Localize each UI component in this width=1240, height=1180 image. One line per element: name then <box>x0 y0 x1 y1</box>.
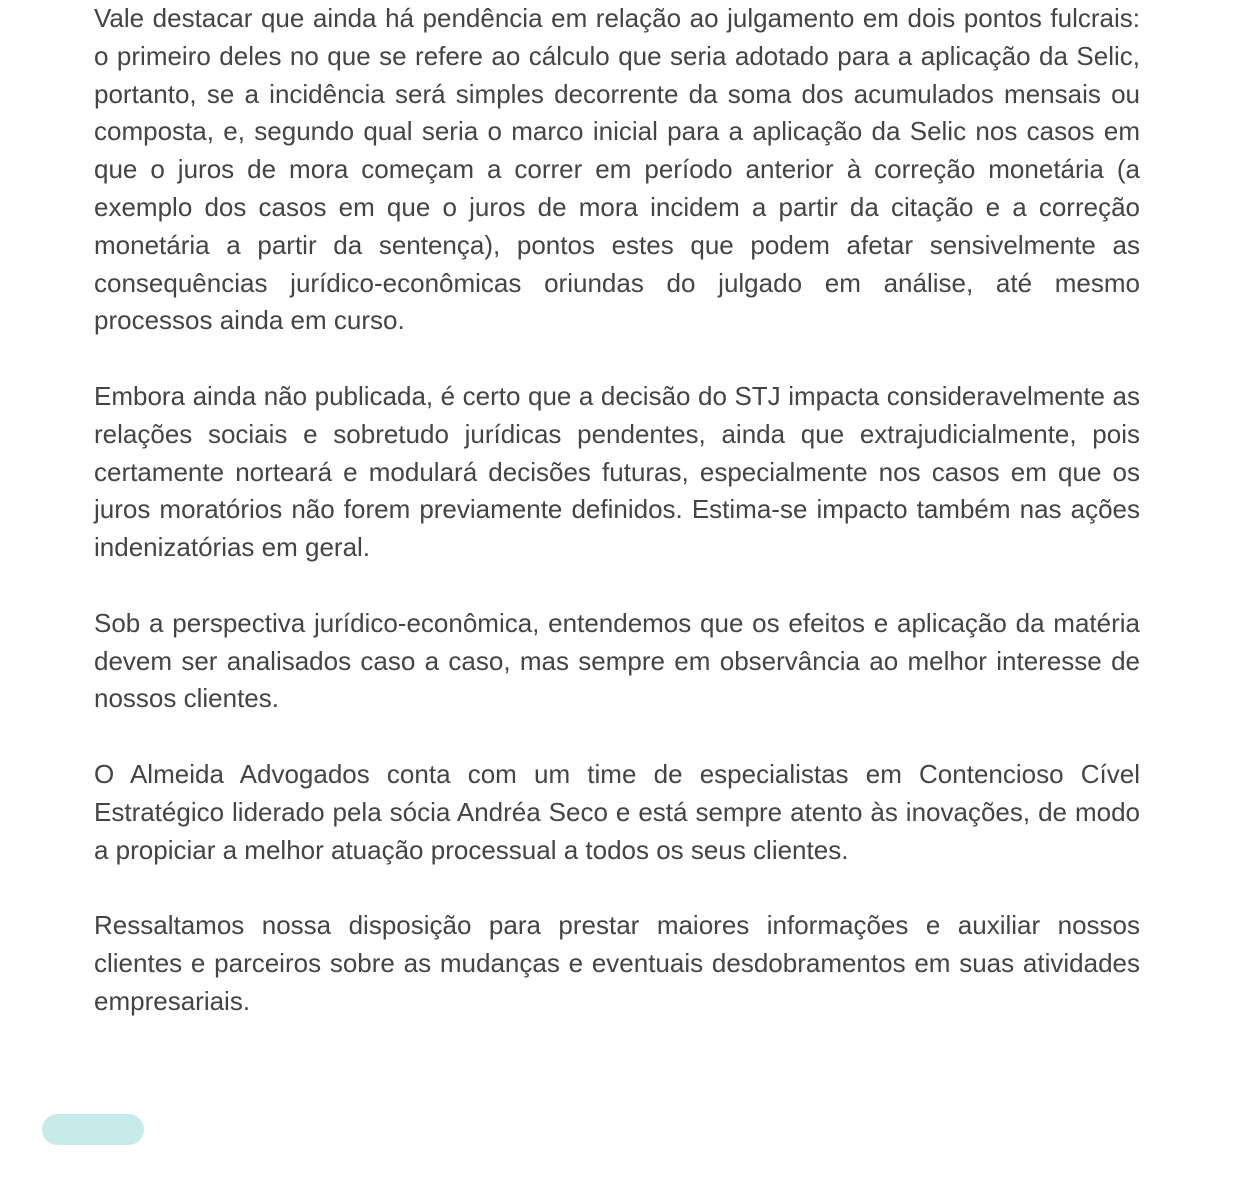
paragraph-legal-economic-perspective: Sob a perspectiva jurídico-econômica, entendemos que os efeitos e aplicação da matéria devem ser analisados caso a caso, mas sempre em observância ao melhor interesse de nossos clientes. <box>94 607 1140 714</box>
paragraph-availability: Ressaltamos nossa disposição para prestar maiores informações e auxiliar nossos clientes e parceiros sobre as mudanças e eventuais desdobramentos em suas atividades empresariais. <box>94 910 1140 1016</box>
paragraph-pending-points: Vale destacar que ainda há pendência em relação ao julgamento em dois pontos fulcrais: o primeiro deles no que se refere ao cálculo que seria adotado para a aplicação da Selic, portanto, se a incidência será simples decorrente da soma dos acumulados mensais ou composta, e, segundo qual seria o marco inicial para a aplicação da Selic nos casos em que o juros de mora começam a correr em período anterior à correção monetária (a exemplo dos casos em que o juros de mora incidem a partir da citação e a correção monetária a partir da sentença), pontos estes que podem afetar sensivelmente as consequências jurídico-econômicas oriundas do julgado em análise, até mesmo processos ainda em curso. <box>94 3 1140 336</box>
paragraph-firm-team: O Almeida Advogados conta com um time de especialistas em Contencioso Cível Estratégico liderado pela sócia Andréa Seco e está sempre atento às inovações, de modo a propiciar a melhor atuação processual a todos os seus clientes. <box>94 758 1140 865</box>
tag-pill-button[interactable] <box>42 1114 144 1145</box>
paragraph-stj-decision: Embora ainda não publicada, é certo que a decisão do STJ impacta consideravelmente as relações sociais e sobretudo jurídicas pendentes, ainda que extrajudicialmente, pois certamente norteará e modulará decisões futuras, especialmente nos casos em que os juros moratórios não forem previamente definidos. Estima-se impacto também nas ações indenizatórias em geral. <box>94 380 1140 563</box>
article-body <box>94 0 1140 1058</box>
